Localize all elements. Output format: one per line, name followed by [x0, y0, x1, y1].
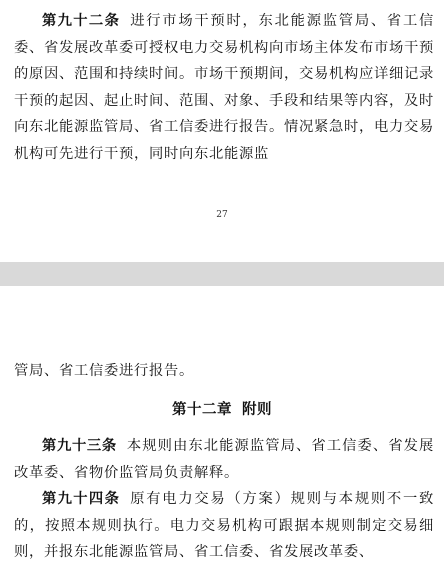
- article-93: [14, 433, 434, 486]
- chapter-name: 附则: [242, 402, 272, 418]
- page-separator: [0, 262, 444, 286]
- page-number: 27: [216, 210, 228, 220]
- page-top: [0, 0, 444, 262]
- article-92-label: 第九十二条: [42, 13, 121, 29]
- continuation-text: 管局、省工信委进行报告。: [14, 363, 194, 379]
- article-94-label: 第九十四条: [42, 491, 121, 507]
- article-92: [14, 8, 434, 167]
- article-93-text: 本规则由东北能源监管局、省工信委、省发展改革委、省物价监管局负责解释。: [14, 438, 435, 481]
- chapter-heading: [0, 398, 444, 419]
- page-bottom: [0, 286, 444, 570]
- article-92-text: 进行市场干预时，东北能源监管局、省工信委、省发展改革委可授权电力交易机构向市场主体发布市场干预的原因、范围和持续时间。市场干预期间，交易机构应详细记录干预的起因、起止时间、范围、对象、手段和结果等内容，及时向东北能源监管局、省工信委进行报告。情况紧急时，电力交易机构可先进行干预，同时向东北能源监: [14, 13, 434, 162]
- article-94-text: 原有电力交易（方案）规则与本规则不一致的，按照本规则执行。电力交易机构可跟据本规则制定交易细则，并报东北能源监管局、省工信委、省发展改革委、: [14, 491, 434, 560]
- article-93-label: 第九十三条: [42, 438, 117, 454]
- article-94: [14, 486, 434, 566]
- chapter-title: 第十二章: [172, 402, 232, 418]
